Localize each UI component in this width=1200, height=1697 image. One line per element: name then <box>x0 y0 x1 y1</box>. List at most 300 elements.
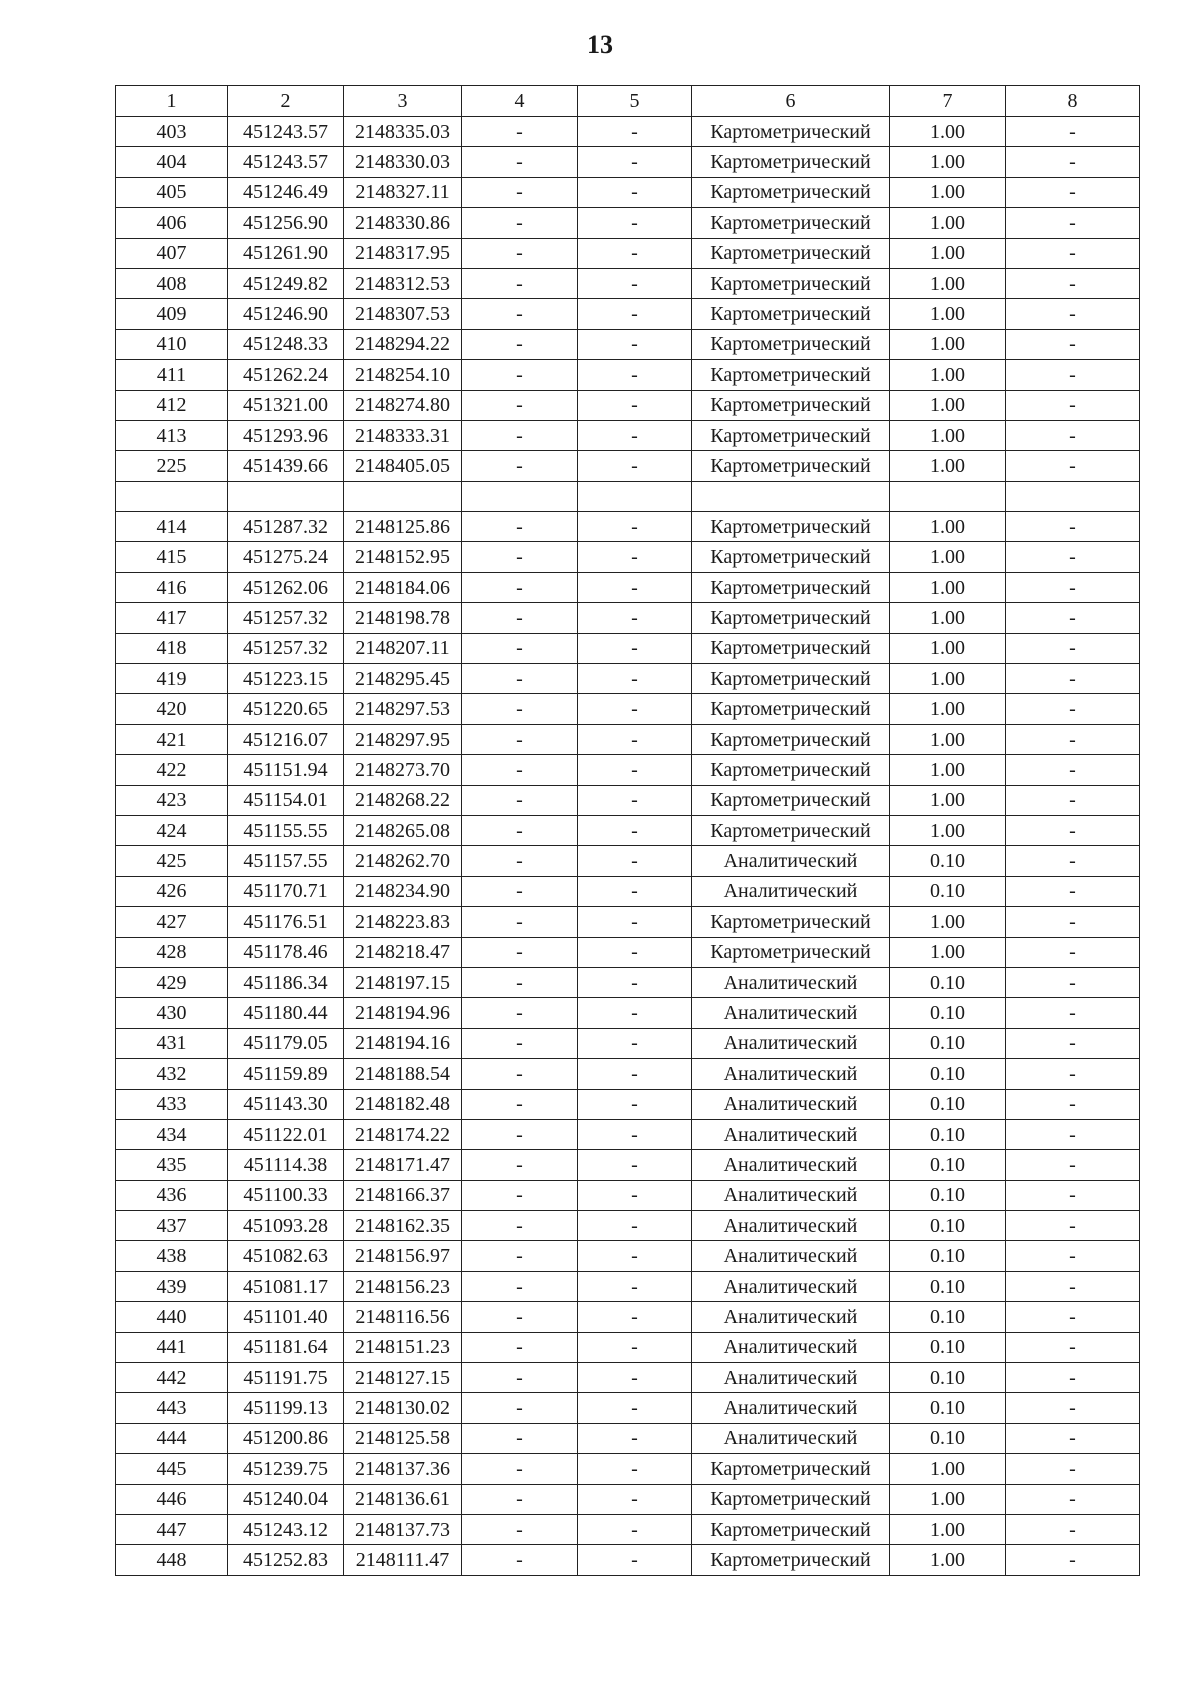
table-cell: 1.00 <box>890 268 1006 298</box>
table-row <box>116 147 1140 177</box>
table-cell: 1.00 <box>890 1484 1006 1514</box>
table-row <box>116 117 1140 147</box>
table-cell: - <box>578 268 692 298</box>
table-cell: Картометрический <box>692 147 890 177</box>
table-cell: - <box>1006 1089 1140 1119</box>
table-cell: - <box>462 1363 578 1393</box>
table-cell: 2148273.70 <box>344 755 462 785</box>
table-cell: - <box>462 572 578 602</box>
table-cell: - <box>462 755 578 785</box>
table-row <box>116 1423 1140 1453</box>
table-cell: - <box>578 755 692 785</box>
table-cell: Картометрический <box>692 572 890 602</box>
table-row <box>116 1150 1140 1180</box>
table-cell: - <box>1006 1150 1140 1180</box>
table-cell: 410 <box>116 329 228 359</box>
table-cell: 225 <box>116 451 228 481</box>
table-cell: 451100.33 <box>228 1180 344 1210</box>
table-cell: Аналитический <box>692 1180 890 1210</box>
table-cell: 0.10 <box>890 967 1006 997</box>
table-cell: - <box>462 907 578 937</box>
table-cell: - <box>578 664 692 694</box>
table-row <box>116 967 1140 997</box>
table-cell: 0.10 <box>890 1211 1006 1241</box>
table-cell: 451261.90 <box>228 238 344 268</box>
table-cell: Картометрический <box>692 117 890 147</box>
table-row <box>116 329 1140 359</box>
table-cell: Аналитический <box>692 1423 890 1453</box>
table-cell: Картометрический <box>692 512 890 542</box>
table-cell: Аналитический <box>692 998 890 1028</box>
table-cell: 1.00 <box>890 299 1006 329</box>
table-cell: - <box>462 208 578 238</box>
table-cell: 448 <box>116 1545 228 1575</box>
table-cell: 1.00 <box>890 1514 1006 1544</box>
table-cell: 0.10 <box>890 1423 1006 1453</box>
table-cell: 436 <box>116 1180 228 1210</box>
table-cell: 2148330.86 <box>344 208 462 238</box>
table-cell: - <box>578 208 692 238</box>
table-cell: - <box>578 785 692 815</box>
column-header: 6 <box>692 86 890 117</box>
table-cell: 451216.07 <box>228 724 344 754</box>
table-cell: 2148171.47 <box>344 1150 462 1180</box>
table-cell: 407 <box>116 238 228 268</box>
table-cell: - <box>1006 937 1140 967</box>
table-row <box>116 1119 1140 1149</box>
table-cell: 2148166.37 <box>344 1180 462 1210</box>
table-cell: - <box>578 147 692 177</box>
table-cell: - <box>1006 177 1140 207</box>
table-cell: Картометрический <box>692 360 890 390</box>
table-cell: - <box>578 967 692 997</box>
table-cell: - <box>462 1545 578 1575</box>
table-cell: - <box>462 1028 578 1058</box>
table-row <box>116 694 1140 724</box>
table-cell: 437 <box>116 1211 228 1241</box>
table-cell <box>1006 481 1140 511</box>
table-cell: - <box>462 1059 578 1089</box>
table-header-row <box>116 86 1140 117</box>
table-cell: 417 <box>116 603 228 633</box>
table-cell <box>116 481 228 511</box>
table-cell: 414 <box>116 512 228 542</box>
table-cell: 1.00 <box>890 420 1006 450</box>
table-cell: - <box>578 633 692 663</box>
table-cell: 451275.24 <box>228 542 344 572</box>
table-cell: Аналитический <box>692 1211 890 1241</box>
table-cell: 451151.94 <box>228 755 344 785</box>
table-cell: - <box>462 1089 578 1119</box>
table-cell: - <box>578 603 692 633</box>
page-number: 13 <box>587 30 613 59</box>
table-cell: - <box>462 694 578 724</box>
table-cell: - <box>578 1393 692 1423</box>
table-cell: 2148274.80 <box>344 390 462 420</box>
table-row <box>116 724 1140 754</box>
table-cell: - <box>1006 664 1140 694</box>
table-cell: 2148335.03 <box>344 117 462 147</box>
table-cell: 1.00 <box>890 512 1006 542</box>
table-cell: 432 <box>116 1059 228 1089</box>
table-cell: - <box>578 1150 692 1180</box>
table-cell: Картометрический <box>692 268 890 298</box>
table-cell: 451262.24 <box>228 360 344 390</box>
table-cell: 0.10 <box>890 846 1006 876</box>
table-cell: 0.10 <box>890 1028 1006 1058</box>
table-cell: Картометрический <box>692 329 890 359</box>
table-cell: - <box>1006 1514 1140 1544</box>
table-cell: - <box>1006 208 1140 238</box>
table-cell: 438 <box>116 1241 228 1271</box>
table-cell: 2148137.36 <box>344 1454 462 1484</box>
table-cell: 403 <box>116 117 228 147</box>
table-row <box>116 1514 1140 1544</box>
table-cell: 1.00 <box>890 633 1006 663</box>
table-cell: 1.00 <box>890 694 1006 724</box>
table-row <box>116 481 1140 511</box>
table-cell: 1.00 <box>890 1545 1006 1575</box>
table-row <box>116 1211 1140 1241</box>
table-cell: 451181.64 <box>228 1332 344 1362</box>
table-cell: 451082.63 <box>228 1241 344 1271</box>
table-cell: 451240.04 <box>228 1484 344 1514</box>
table-cell: - <box>1006 1028 1140 1058</box>
table-row <box>116 572 1140 602</box>
table-cell: Картометрический <box>692 724 890 754</box>
table-row <box>116 1545 1140 1575</box>
table-cell: - <box>1006 1363 1140 1393</box>
table-cell: - <box>578 1180 692 1210</box>
table-cell: - <box>578 1241 692 1271</box>
table-cell: 2148137.73 <box>344 1514 462 1544</box>
table-cell: - <box>462 542 578 572</box>
column-header: 1 <box>116 86 228 117</box>
table-cell: - <box>1006 329 1140 359</box>
table-cell: 2148151.23 <box>344 1332 462 1362</box>
table-cell: - <box>578 1332 692 1362</box>
table-cell: 440 <box>116 1302 228 1332</box>
table-cell: - <box>462 1271 578 1301</box>
table-cell: - <box>578 451 692 481</box>
table-row <box>116 420 1140 450</box>
table-cell: 1.00 <box>890 785 1006 815</box>
table-cell: 2148297.53 <box>344 694 462 724</box>
table-cell: 2148268.22 <box>344 785 462 815</box>
table-cell: - <box>462 360 578 390</box>
table-cell: - <box>1006 147 1140 177</box>
table-cell: - <box>578 1545 692 1575</box>
column-header: 8 <box>1006 86 1140 117</box>
table-cell: - <box>578 117 692 147</box>
table-cell: - <box>578 1028 692 1058</box>
table-cell: 451143.30 <box>228 1089 344 1119</box>
table-cell: - <box>462 664 578 694</box>
table-cell: - <box>578 1484 692 1514</box>
table-row <box>116 451 1140 481</box>
table-row <box>116 907 1140 937</box>
table-cell: - <box>462 603 578 633</box>
table-cell: 428 <box>116 937 228 967</box>
table-cell: Аналитический <box>692 1150 890 1180</box>
table-cell: 451155.55 <box>228 815 344 845</box>
table-cell: - <box>578 329 692 359</box>
table-cell: - <box>462 420 578 450</box>
table-cell: 2148156.97 <box>344 1241 462 1271</box>
table-cell: Картометрический <box>692 937 890 967</box>
table-cell: 1.00 <box>890 755 1006 785</box>
table-row <box>116 633 1140 663</box>
table-cell: - <box>462 846 578 876</box>
table-cell: 1.00 <box>890 147 1006 177</box>
table-cell: 451243.57 <box>228 147 344 177</box>
table-cell: Картометрический <box>692 390 890 420</box>
table-row <box>116 238 1140 268</box>
table-cell: - <box>1006 1545 1140 1575</box>
table-cell: 1.00 <box>890 238 1006 268</box>
table-cell: 422 <box>116 755 228 785</box>
table-cell: 1.00 <box>890 1454 1006 1484</box>
table-cell <box>344 481 462 511</box>
table-cell: 1.00 <box>890 724 1006 754</box>
table-cell: 2148125.58 <box>344 1423 462 1453</box>
table-cell: Аналитический <box>692 846 890 876</box>
table-cell: Картометрический <box>692 1514 890 1544</box>
table-cell: 2148207.11 <box>344 633 462 663</box>
table-cell: 451122.01 <box>228 1119 344 1149</box>
table-cell: 451262.06 <box>228 572 344 602</box>
table-cell: 2148218.47 <box>344 937 462 967</box>
table-cell: 445 <box>116 1454 228 1484</box>
table-cell: 451256.90 <box>228 208 344 238</box>
table-cell: 451248.33 <box>228 329 344 359</box>
table-cell: 2148174.22 <box>344 1119 462 1149</box>
table-cell: - <box>1006 1241 1140 1271</box>
table-cell: 2148198.78 <box>344 603 462 633</box>
table-cell: Картометрический <box>692 907 890 937</box>
table-cell: Аналитический <box>692 1332 890 1362</box>
table-cell: - <box>578 390 692 420</box>
table-cell: 2148197.15 <box>344 967 462 997</box>
table-cell: 451249.82 <box>228 268 344 298</box>
table-cell: 1.00 <box>890 390 1006 420</box>
table-cell: 425 <box>116 846 228 876</box>
table-cell: 451093.28 <box>228 1211 344 1241</box>
table-cell: - <box>1006 1484 1140 1514</box>
table-row <box>116 603 1140 633</box>
table-cell: Картометрический <box>692 1454 890 1484</box>
table-cell: - <box>462 238 578 268</box>
table-cell: - <box>462 1332 578 1362</box>
table-cell: Картометрический <box>692 664 890 694</box>
table-cell: 451179.05 <box>228 1028 344 1058</box>
table-row <box>116 390 1140 420</box>
table-cell: 451243.57 <box>228 117 344 147</box>
table-cell: 434 <box>116 1119 228 1149</box>
table-cell: 0.10 <box>890 1059 1006 1089</box>
table-cell: - <box>578 360 692 390</box>
table-cell: 451252.83 <box>228 1545 344 1575</box>
table-cell: - <box>462 390 578 420</box>
table-cell: 1.00 <box>890 572 1006 602</box>
table-row <box>116 299 1140 329</box>
table-cell: Аналитический <box>692 1271 890 1301</box>
table-cell: 415 <box>116 542 228 572</box>
table-cell: - <box>578 876 692 906</box>
table-cell: 451159.89 <box>228 1059 344 1089</box>
table-cell: 0.10 <box>890 1241 1006 1271</box>
table-row <box>116 937 1140 967</box>
table-cell: 2148116.56 <box>344 1302 462 1332</box>
table-row <box>116 360 1140 390</box>
table-cell: Картометрический <box>692 633 890 663</box>
table-cell: 0.10 <box>890 1089 1006 1119</box>
table-cell: Аналитический <box>692 876 890 906</box>
table-cell: 444 <box>116 1423 228 1453</box>
table-cell: - <box>578 1059 692 1089</box>
table-cell: Картометрический <box>692 542 890 572</box>
table-cell: 2148307.53 <box>344 299 462 329</box>
table-cell: 451243.12 <box>228 1514 344 1544</box>
table-cell: - <box>1006 1059 1140 1089</box>
table-cell: 451170.71 <box>228 876 344 906</box>
table-cell: 430 <box>116 998 228 1028</box>
table-cell: 451101.40 <box>228 1302 344 1332</box>
table-cell: 2148262.70 <box>344 846 462 876</box>
table-cell: 2148327.11 <box>344 177 462 207</box>
table-cell: 443 <box>116 1393 228 1423</box>
table-cell: 435 <box>116 1150 228 1180</box>
table-cell: 447 <box>116 1514 228 1544</box>
table-cell: Картометрический <box>692 603 890 633</box>
table-cell: - <box>462 937 578 967</box>
table-cell: Картометрический <box>692 1545 890 1575</box>
table-cell: - <box>462 512 578 542</box>
table-cell: Картометрический <box>692 238 890 268</box>
table-row <box>116 755 1140 785</box>
table-cell: 2148162.35 <box>344 1211 462 1241</box>
table-cell: 2148295.45 <box>344 664 462 694</box>
table-cell: 2148194.96 <box>344 998 462 1028</box>
table-cell: - <box>578 1119 692 1149</box>
table-cell: 0.10 <box>890 1302 1006 1332</box>
table-cell: - <box>578 1089 692 1119</box>
table-cell: Аналитический <box>692 1119 890 1149</box>
table-cell: 429 <box>116 967 228 997</box>
table-cell: - <box>578 1211 692 1241</box>
table-cell: Картометрический <box>692 694 890 724</box>
table-cell: - <box>578 846 692 876</box>
table-cell: - <box>1006 1119 1140 1149</box>
table-cell: 2148312.53 <box>344 268 462 298</box>
table-cell: 0.10 <box>890 1271 1006 1301</box>
table-cell: - <box>462 1393 578 1423</box>
table-cell <box>578 481 692 511</box>
table-cell: 421 <box>116 724 228 754</box>
table-cell: 426 <box>116 876 228 906</box>
table-cell: 406 <box>116 208 228 238</box>
table-cell: 451293.96 <box>228 420 344 450</box>
table-cell: Аналитический <box>692 967 890 997</box>
table-cell: - <box>578 572 692 602</box>
table-cell: - <box>462 1423 578 1453</box>
table-cell: - <box>462 1150 578 1180</box>
table-cell: - <box>462 876 578 906</box>
table-cell: - <box>1006 512 1140 542</box>
column-header: 7 <box>890 86 1006 117</box>
table-cell: 433 <box>116 1089 228 1119</box>
table-cell: - <box>462 329 578 359</box>
table-cell: 419 <box>116 664 228 694</box>
table-cell: 418 <box>116 633 228 663</box>
table-cell: - <box>1006 360 1140 390</box>
table-cell: - <box>462 1484 578 1514</box>
table-cell: Аналитический <box>692 1028 890 1058</box>
table-cell: - <box>1006 815 1140 845</box>
table-cell: - <box>462 724 578 754</box>
table-row <box>116 876 1140 906</box>
table-cell: 431 <box>116 1028 228 1058</box>
table-row <box>116 1241 1140 1271</box>
table-cell <box>692 481 890 511</box>
table-cell: 0.10 <box>890 1332 1006 1362</box>
table-cell: 451176.51 <box>228 907 344 937</box>
table-cell <box>228 481 344 511</box>
table-cell: 2148156.23 <box>344 1271 462 1301</box>
table-cell: - <box>1006 1423 1140 1453</box>
table-cell: 0.10 <box>890 876 1006 906</box>
table-cell: 451439.66 <box>228 451 344 481</box>
table-cell: - <box>578 177 692 207</box>
table-cell: 1.00 <box>890 360 1006 390</box>
table-cell: 405 <box>116 177 228 207</box>
table-cell: 441 <box>116 1332 228 1362</box>
table-cell: 409 <box>116 299 228 329</box>
table-cell: 2148317.95 <box>344 238 462 268</box>
table-cell: - <box>578 420 692 450</box>
table-cell: 451200.86 <box>228 1423 344 1453</box>
table-cell: - <box>578 299 692 329</box>
table-cell: 451081.17 <box>228 1271 344 1301</box>
table-cell: - <box>1006 998 1140 1028</box>
table-cell: - <box>578 542 692 572</box>
table-cell: - <box>1006 542 1140 572</box>
table-cell: - <box>462 1514 578 1544</box>
table-row <box>116 1271 1140 1301</box>
table-cell: 451114.38 <box>228 1150 344 1180</box>
table-cell: - <box>578 1302 692 1332</box>
table-cell: 420 <box>116 694 228 724</box>
table-cell: 427 <box>116 907 228 937</box>
table-cell: 446 <box>116 1484 228 1514</box>
table-cell: - <box>462 815 578 845</box>
table-row <box>116 1089 1140 1119</box>
table-row <box>116 1484 1140 1514</box>
table-cell: Картометрический <box>692 420 890 450</box>
table-cell: 1.00 <box>890 177 1006 207</box>
table-cell: 451246.90 <box>228 299 344 329</box>
table-cell: - <box>578 937 692 967</box>
table-cell: 2148130.02 <box>344 1393 462 1423</box>
table-cell: - <box>1006 1211 1140 1241</box>
table-cell: - <box>578 1363 692 1393</box>
table-cell: - <box>578 1454 692 1484</box>
table-cell: 1.00 <box>890 117 1006 147</box>
table-cell: Картометрический <box>692 785 890 815</box>
table-cell: 0.10 <box>890 1180 1006 1210</box>
table-cell: - <box>462 1302 578 1332</box>
table-row <box>116 1059 1140 1089</box>
